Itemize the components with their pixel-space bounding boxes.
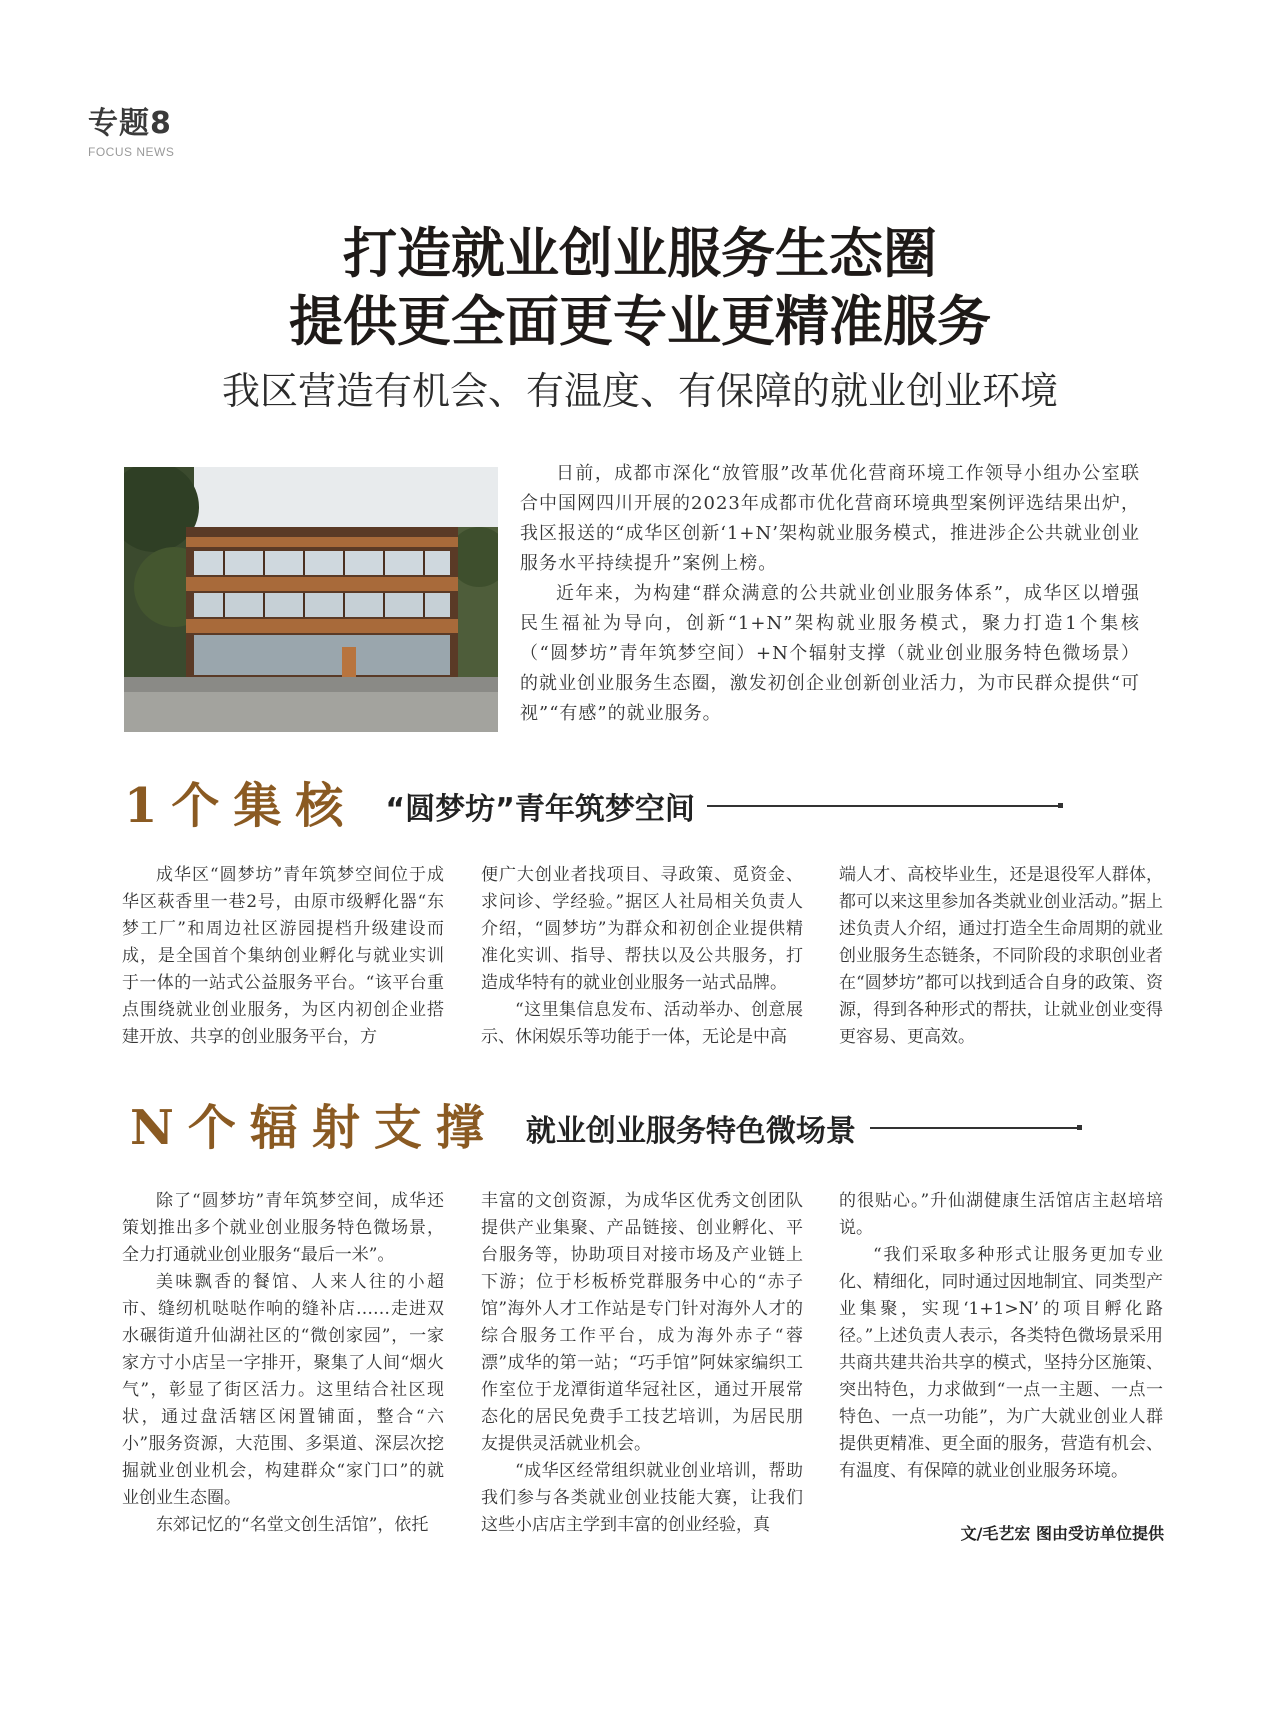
section-1-heading: [124, 776, 1059, 836]
section-2-column-1: [122, 1188, 444, 1539]
section-2-title: N个辐射支撑: [130, 1100, 498, 1156]
section-2-heading: [130, 1098, 1078, 1158]
building-photo-illustration: [124, 467, 498, 732]
section-1-rule: [707, 805, 1059, 807]
section-2-rule: [870, 1127, 1078, 1129]
paragraph: 丰富的文创资源，为成华区优秀文创团队提供产业集聚、产品链接、创业孵化、平台服务等，协助项目对接市场及产业链上下游；位于杉板桥党群服务中心的“赤子馆”海外人才工作站是专门针对海外人才的综合服务工作平台，成为海外赤子“蓉漂”成华的第一站；“巧手馆”阿妹家编织工作室位于龙潭街道华冠社区，通过开展常态化的居民免费手工技艺培训，为居民朋友提供灵活就业机会。: [481, 1191, 803, 1454]
section-1-column-1: [122, 862, 444, 1051]
intro-paragraph-2: 近年来，为构建“群众满意的公共就业创业服务体系”，成华区以增强民生福祉为导向，创新“1+N”架构就业服务模式，聚力打造1个集核（“圆梦坊”青年筑梦空间）+N个辐射支撑（就业创业服务特色微场景）的就业创业服务生态圈，激发初创企业创新创业活力，为市民群众提供“可视”“有感”的就业服务。: [520, 583, 1140, 724]
paragraph: 的很贴心。”升仙湖健康生活馆店主赵培培说。: [839, 1191, 1163, 1238]
section-2-subtitle: 就业创业服务特色微场景: [525, 1114, 856, 1149]
section-1-column-2: [481, 862, 803, 1051]
paragraph: 端人才、高校毕业生，还是退役军人群体，都可以来这里参加各类就业创业活动。”据上述负责人介绍，通过打造全生命周期的就业创业服务生态链条，不同阶段的求职创业者在“圆梦坊”都可以找到适合自身的政策、资源，得到各种形式的帮扶，让就业创业变得更容易、更高效。: [839, 865, 1163, 1047]
paragraph: 便广大创业者找项目、寻政策、觅资金、求问诊、学经验。”据区人社局相关负责人介绍，“圆梦坊”为群众和初创企业提供精准化实训、指导、帮扶以及公共服务，打造成华特有的就业创业服务一站式品牌。: [481, 865, 803, 993]
paragraph: 除了“圆梦坊”青年筑梦空间，成华还策划推出多个就业创业服务特色微场景，全力打通就业创业服务“最后一米”。: [122, 1191, 444, 1265]
paragraph: 东郊记忆的“名堂文创生活馆”，依托: [156, 1515, 429, 1535]
headline-line-1: 打造就业创业服务生态圈: [343, 222, 937, 285]
paragraph: 成华区“圆梦坊”青年筑梦空间位于成华区萩香里一巷2号，由原市级孵化器“东梦工厂”和周边社区游园提档升级建设而成，是全国首个集纳创业孵化与就业实训于一体的一站式公益服务平台。“该平台重点围绕就业创业服务，为区内初创企业搭建开放、共享的创业服务平台，方: [122, 865, 444, 1047]
paragraph: “这里集信息发布、活动举办、创意展示、休闲娱乐等功能于一体，无论是中高: [481, 1000, 803, 1047]
section-tag: [88, 106, 174, 160]
intro-paragraph-1: 日前，成都市深化“放管服”改革优化营商环境工作领导小组办公室联合中国网四川开展的2023年成都市优化营商环境典型案例评选结果出炉，我区报送的“成华区创新‘1+N’架构就业服务模式，推进涉企公共就业创业服务水平持续提升”案例上榜。: [520, 463, 1140, 574]
paragraph: 美味飘香的餐馆、人来人往的小超市、缝纫机哒哒作响的缝补店……走进双水碾街道升仙湖社区的“微创家园”，一家家方寸小店呈一字排开，聚集了人间“烟火气”，彰显了街区活力。这里结合社区现状，通过盘活辖区闲置铺面，整合“六小”服务资源，大范围、多渠道、深层次挖掘就业创业机会，构建群众“家门口”的就业创业生态圈。: [122, 1272, 444, 1508]
section-tag-title: 专题8: [88, 106, 172, 141]
paragraph: “我们采取多种形式让服务更加专业化、精细化，同时通过因地制宜、同类型产业集聚，实现‘1+1>N’的项目孵化路径。”上述负责人表示，各类特色微场景采用共商共建共治共享的模式，坚持分区施策、突出特色，力求做到“一点一主题、一点一特色、一点一功能”，为广大就业创业人群提供更精准、更全面的服务，营造有机会、有温度、有保障的就业创业服务环境。: [839, 1245, 1163, 1481]
paragraph: “成华区经常组织就业创业培训，帮助我们参与各类就业创业技能大赛，让我们这些小店店主学到丰富的创业经验，真: [481, 1461, 803, 1535]
intro-text: [520, 459, 1140, 729]
section-2-column-3: [839, 1188, 1163, 1485]
byline: 文/毛艺宏 图由受访单位提供: [960, 1524, 1164, 1543]
building-photo: [124, 467, 498, 732]
section-2-column-2: [481, 1188, 803, 1539]
section-1-column-3: [839, 862, 1163, 1051]
section-tag-english: FOCUS NEWS: [88, 145, 175, 159]
subtitle: 我区营造有机会、有温度、有保障的就业创业环境: [221, 369, 1058, 413]
section-1-title: 1个集核: [124, 778, 358, 834]
headline-line-2: 提供更全面更专业更精准服务: [289, 290, 991, 353]
section-1-subtitle: “圆梦坊”青年筑梦空间: [385, 792, 695, 827]
